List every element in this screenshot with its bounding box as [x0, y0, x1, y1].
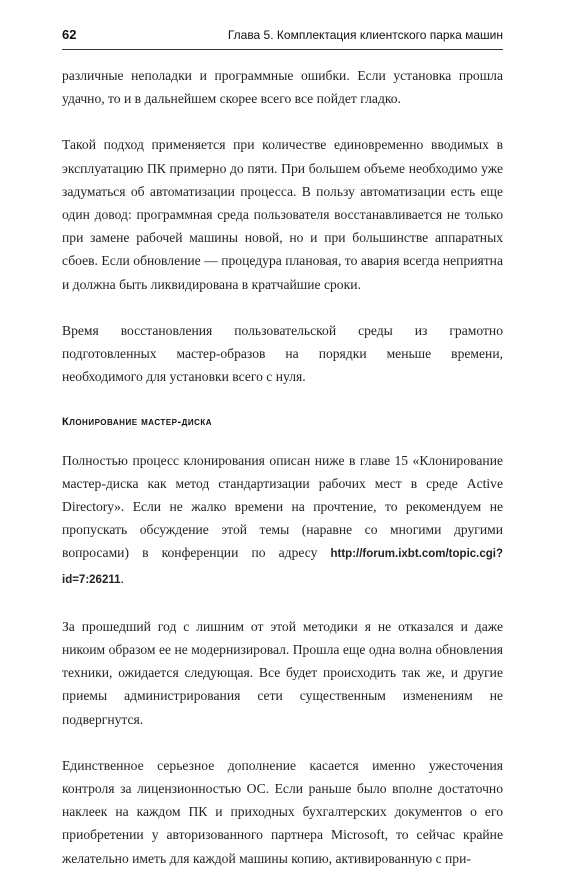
- paragraph-1: различные неполадки и программные ошибки. Если установка прошла удачно, то и в дальнейшем скорее всего все пойдет гладко.: [62, 68, 503, 107]
- running-header: [62, 27, 503, 50]
- paragraph-5: За прошедший год с лишним от этой методики я не отказался и даже никоим образом ее не модернизировал. Прошла еще одна волна обновления техники, ожидается следующая. Все будет происходить так же, и другие приемы администрирования сети существенным изменениям не подвергнутся.: [62, 618, 503, 727]
- paragraph-4-end: .: [120, 570, 124, 586]
- paragraph-4: [62, 449, 503, 592]
- paragraph-4-text: Полностью процесс клонирования описан ниже в главе 15 «Клонирование мастер-диска как метод стандартизации рабочих мест в среде Active Directory». Если не жалко времени на прочтение, то рекомендуем не пропускать обсуждение этой темы (наравне со многими другими вопросами) в конференции по адресу: [62, 452, 503, 561]
- paragraph-2: Такой подход применяется при количестве единовременно вводимых в эксплуатацию ПК примерно до пяти. При большем объеме необходимо уже задуматься об автоматизации процесса. В пользу автоматизации есть еще один довод: программная среда пользователя восстанавливается не только при замене рабочей машины новой, но и при большинстве аппаратных сбоев. Если обновление — процедура плановая, то авария всегда неприятна и должна быть ликвидирована в кратчайшие сроки.: [62, 137, 503, 292]
- forum-link[interactable]: http://forum.ixbt.com/topic.cgi?id=7:26211: [62, 548, 503, 586]
- chapter-title: Глава 5. Комплектация клиентского парка машин: [227, 28, 503, 42]
- paragraph-3: Время восстановления пользовательской среды из грамотно подготовленных мастер-образов на порядки меньше времени, необходимого для установки всего с нуля.: [62, 322, 503, 385]
- paragraph-6: Единственное серьезное дополнение касается именно ужесточения контроля за лицензионностью ОС. Если раньше было вполне достаточно наклеек на каждом ПК и приходных бухгалтерских документов о его приобретении у авторизованного партнера Microsoft, то сейчас крайне желательно иметь для каждой машины копию, активированную с при-: [62, 757, 503, 866]
- page-number: 62: [62, 27, 77, 42]
- section-heading: Клонирование мастер-диска: [62, 416, 213, 429]
- page-body: [62, 64, 503, 893]
